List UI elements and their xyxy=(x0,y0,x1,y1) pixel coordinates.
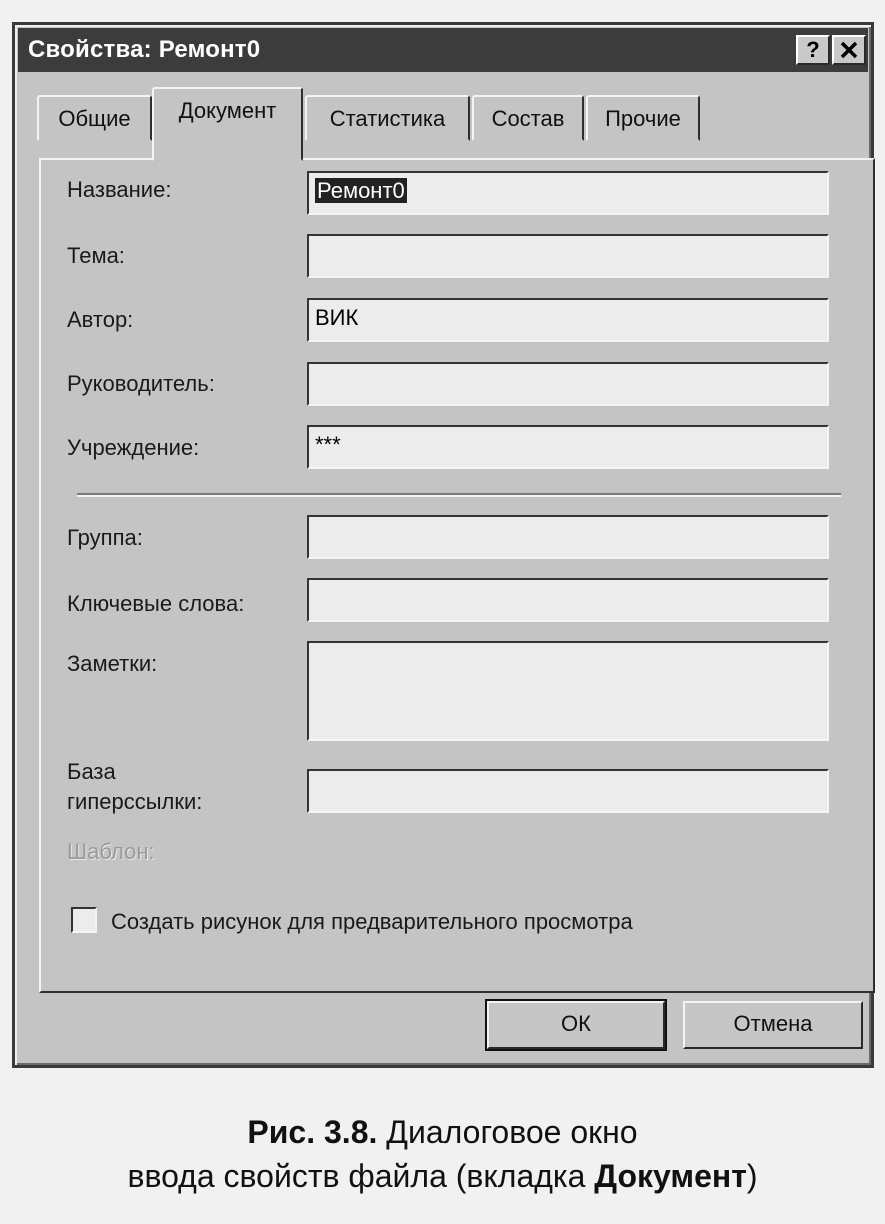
figure-caption-line1 xyxy=(0,1114,885,1151)
separator xyxy=(77,493,841,497)
title-label: Название: xyxy=(67,177,172,202)
author-label: Автор: xyxy=(67,307,134,332)
tab-document[interactable]: Документ xyxy=(152,87,303,161)
title-value: Ремонт0 xyxy=(317,178,405,203)
preview-checkbox-label[interactable]: Создать рисунок для предварительного просмотра xyxy=(111,909,633,934)
hyperlink-base-label-line2: гиперссылки: xyxy=(67,789,203,814)
caption-text-2: ввода свойств файла (вкладка xyxy=(127,1158,595,1194)
template-label: Шаблон: xyxy=(67,839,155,864)
title-field[interactable] xyxy=(307,171,829,215)
subject-label: Тема: xyxy=(67,243,125,268)
company-label: Учреждение: xyxy=(67,435,200,460)
subject-field[interactable] xyxy=(307,234,829,278)
keywords-label: Ключевые слова: xyxy=(67,591,245,616)
hyperlink-base-field[interactable] xyxy=(307,769,829,813)
dialog-title: Свойства: Ремонт0 xyxy=(28,36,261,63)
category-field[interactable] xyxy=(307,515,829,559)
comments-label: Заметки: xyxy=(67,651,158,676)
figure-caption-line2 xyxy=(0,1158,885,1195)
properties-dialog xyxy=(12,22,874,1068)
category-label: Группа: xyxy=(67,525,143,550)
company-field[interactable]: *** xyxy=(307,425,829,469)
caption-bold-tab-name: Документ xyxy=(594,1158,747,1194)
hyperlink-base-label-line1: База xyxy=(67,759,116,784)
manager-label: Руководитель: xyxy=(67,371,215,396)
tab-statistics[interactable]: Статистика xyxy=(305,95,470,141)
tab-contents[interactable]: Состав xyxy=(472,95,584,141)
keywords-field[interactable] xyxy=(307,578,829,622)
tab-general[interactable]: Общие xyxy=(37,95,152,141)
preview-checkbox[interactable] xyxy=(71,907,97,933)
cancel-button[interactable]: Отмена xyxy=(683,1001,863,1049)
close-icon xyxy=(839,40,859,60)
close-button[interactable] xyxy=(832,35,866,65)
comments-textarea[interactable] xyxy=(307,641,829,741)
help-button[interactable]: ? xyxy=(796,35,830,65)
ok-button[interactable]: ОК xyxy=(487,1001,665,1049)
tab-panel-document xyxy=(39,158,875,993)
author-field[interactable]: ВИК xyxy=(307,298,829,342)
manager-field[interactable] xyxy=(307,362,829,406)
caption-text-3: ) xyxy=(746,1158,758,1194)
title-bar xyxy=(18,28,868,72)
tab-custom[interactable]: Прочие xyxy=(586,95,700,141)
figure-number: Рис. 3.8. xyxy=(247,1114,378,1150)
caption-text-1: Диалоговое окно xyxy=(377,1114,638,1150)
